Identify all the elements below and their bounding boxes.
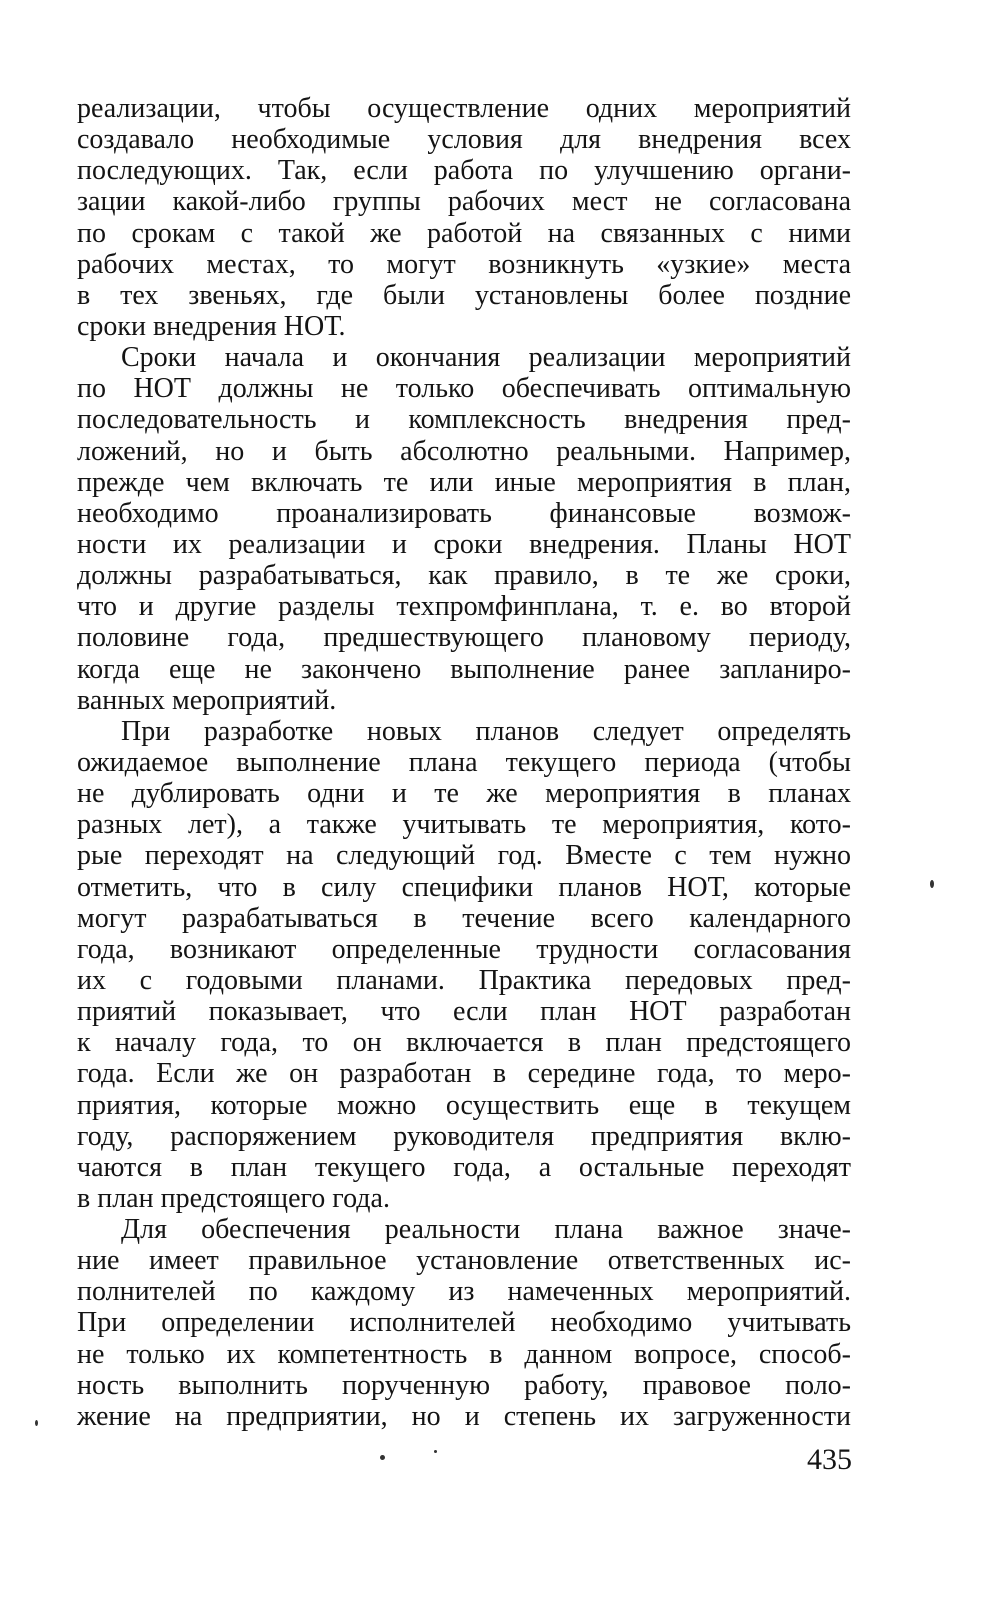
text-line: ванных мероприятий. bbox=[77, 684, 337, 716]
text-line: по НОТ должны не только обеспечивать оптимальную bbox=[77, 373, 851, 405]
text-line: ности их реализации и сроки внедрения. Планы НОТ bbox=[77, 528, 851, 560]
text-line: реализации, чтобы осуществление одних мероприятий bbox=[77, 93, 851, 124]
text-line: в план предстоящего года. bbox=[77, 1182, 390, 1214]
text-line: чаются в план текущего года, а остальные переходят bbox=[77, 1151, 851, 1183]
text-line: рые переходят на следующий год. Вместе с тем нужно bbox=[77, 840, 851, 872]
text-line: разных лет), а также учитывать те мероприятия, кото- bbox=[77, 809, 851, 841]
text-line: когда еще не закончено выполнение ранее запланиро- bbox=[77, 653, 851, 685]
text-line: прежде чем включать те или иные мероприятия в план, bbox=[77, 466, 851, 498]
scan-speck bbox=[380, 1455, 385, 1460]
text-line: последовательность и комплексность внедрения пред- bbox=[77, 404, 851, 436]
text-line: по срокам с такой же работой на связанных с ними bbox=[77, 217, 851, 249]
text-line: года, возникают определенные трудности согласования bbox=[77, 933, 851, 965]
text-line: могут разрабатываться в течение всего календарного bbox=[77, 902, 851, 934]
paragraph-1 bbox=[77, 93, 851, 342]
text-line: ность выполнить порученную работу, правовое поло- bbox=[77, 1369, 851, 1401]
text-line: половине года, предшествующего плановому периоду, bbox=[77, 622, 851, 654]
text-line: к началу года, то он включается в план предстоящего bbox=[77, 1027, 851, 1059]
text-line: года. Если же он разработан в середине года, то меро- bbox=[77, 1058, 851, 1090]
text-line: зации какой-либо группы рабочих мест не согласована bbox=[77, 186, 851, 218]
text-line: ложений, но и быть абсолютно реальными. Например, bbox=[77, 435, 851, 467]
text-line: не только их компетентность в данном вопросе, способ- bbox=[77, 1338, 851, 1370]
text-line: При определении исполнителей необходимо учитывать bbox=[77, 1307, 851, 1339]
text-line: должны разрабатываться, как правило, в те же сроки, bbox=[77, 560, 851, 592]
page-number: 435 bbox=[807, 1443, 852, 1476]
text-line: Для обеспечения реальности плана важное значе- bbox=[121, 1214, 851, 1246]
text-line: году, распоряжением руководителя предприятия вклю- bbox=[77, 1120, 851, 1152]
text-line: При разработке новых планов следует определять bbox=[121, 715, 851, 747]
text-line: Сроки начала и окончания реализации мероприятий bbox=[121, 342, 851, 374]
text-line: последующих. Так, если работа по улучшению органи- bbox=[77, 155, 851, 187]
text-line: полнителей по каждому из намеченных мероприятий. bbox=[77, 1276, 851, 1308]
text-line: ожидаемое выполнение плана текущего периода (чтобы bbox=[77, 746, 851, 778]
scan-speck bbox=[930, 880, 934, 888]
text-line: рабочих местах, то могут возникнуть «узкие» места bbox=[77, 248, 851, 280]
text-line: приятия, которые можно осуществить еще в текущем bbox=[77, 1089, 851, 1121]
text-line: что и другие разделы техпромфинплана, т. е. во второй bbox=[77, 591, 851, 623]
text-line: жение на предприятии, но и степень их загруженности bbox=[77, 1400, 851, 1432]
scan-speck bbox=[434, 1450, 437, 1453]
text-line: их с годовыми планами. Практика передовых пред- bbox=[77, 964, 851, 996]
text-line: в тех звеньях, где были установлены более поздние bbox=[77, 279, 851, 311]
text-line: сроки внедрения НОТ. bbox=[77, 310, 346, 342]
text-line: ние имеет правильное установление ответственных ис- bbox=[77, 1245, 851, 1277]
scan-speck bbox=[35, 1420, 38, 1426]
paragraph-2 bbox=[77, 342, 851, 716]
text-line: создавало необходимые условия для внедрения всех bbox=[77, 124, 851, 156]
body-text bbox=[77, 93, 851, 1432]
paragraph-4 bbox=[77, 1214, 851, 1432]
text-line: не дублировать одни и те же мероприятия в планах bbox=[77, 778, 851, 810]
text-line: отметить, что в силу специфики планов НОТ, которые bbox=[77, 871, 851, 903]
text-line: приятий показывает, что если план НОТ разработан bbox=[77, 996, 851, 1028]
text-line: необходимо проанализировать финансовые возмож- bbox=[77, 497, 851, 529]
paragraph-3 bbox=[77, 716, 851, 1214]
